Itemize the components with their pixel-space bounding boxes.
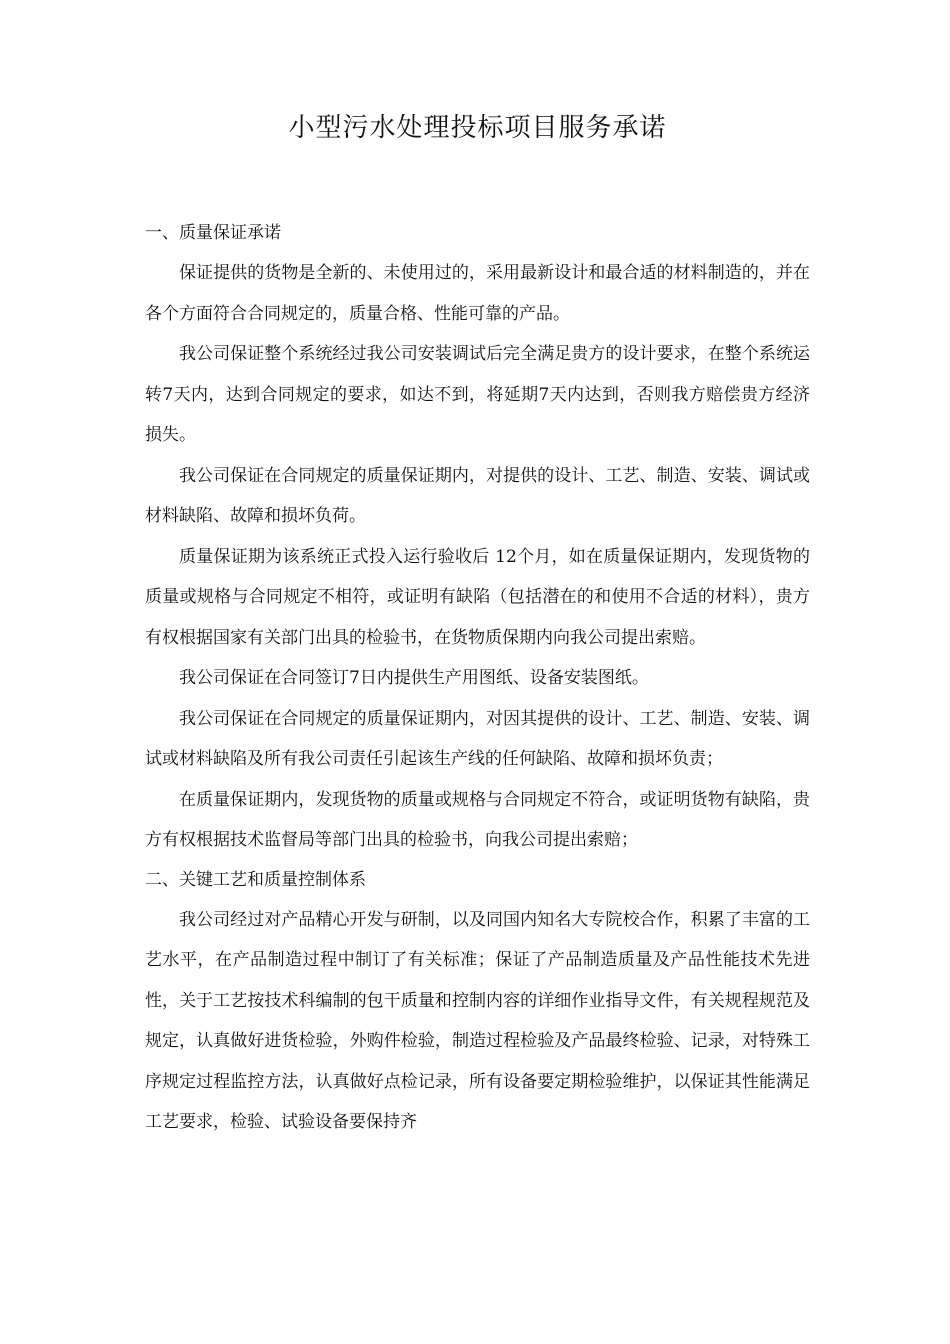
paragraph: 在质量保证期内，发现货物的质量或规格与合同规定不符合，或证明货物有缺陷，贵方有权根据技术监督局等部门出具的检验书，向我公司提出索赔； bbox=[145, 789, 810, 850]
paragraph: 我公司经过对产品精心开发与研制，以及同国内知名大专院校合作，积累了丰富的工艺水平，在产品制造过程中制订了有关标准；保证了产品制造质量及产品性能技术先进性，关于工艺按技术科编制的包干质量和控制内容的详细作业指导文件，有关规程规范及规定，认真做好进货检验，外购件检验，制造过程检验及产品最终检验、记录，对特殊工序规定过程监控方法，认真做好点检记录，所有设备要定期检验维护，以保证其性能满足工艺要求，检验、试验设备要保持齐 bbox=[145, 909, 810, 1132]
paragraph: 我公司保证在合同规定的质量保证期内，对提供的设计、工艺、制造、安装、调试或材料缺陷、故障和损坏负荷。 bbox=[145, 465, 810, 526]
section-heading: 二、关键工艺和质量控制体系 bbox=[145, 869, 366, 890]
paragraph: 保证提供的货物是全新的、未使用过的，采用最新设计和最合适的材料制造的，并在各个方面符合合同规定的，质量合格、性能可靠的产品。 bbox=[145, 263, 810, 324]
section-heading: 一、质量保证承诺 bbox=[145, 223, 281, 243]
document-title: 小型污水处理投标项目服务承诺 bbox=[288, 113, 667, 143]
paragraph: 我公司保证在合同规定的质量保证期内，对因其提供的设计、工艺、制造、安装、调试或材料缺陷及所有我公司责任引起该生产线的任何缺陷、故障和损坏负责； bbox=[145, 708, 810, 769]
section-quality-assurance bbox=[145, 214, 810, 861]
paragraph: 质量保证期为该系统正式投入运行验收后 12个月，如在质量保证期内，发现货物的质量或规格与合同规定不相符，或证明有缺陷（包括潜在的和使用不合适的材料），贵方有权根据国家有关部门出具的检验书，在货物质保期内向我公司提出索赔。 bbox=[145, 546, 810, 648]
paragraph: 我公司保证在合同签订7日内提供生产用图纸、设备安装图纸。 bbox=[179, 668, 649, 688]
section-key-process-quality-control bbox=[145, 861, 810, 1143]
paragraph: 我公司保证整个系统经过我公司安装调试后完全满足贵方的设计要求，在整个系统运转7天内，达到合同规定的要求，如达不到，将延期7天内达到，否则我方赔偿贵方经济损失。 bbox=[145, 344, 810, 445]
